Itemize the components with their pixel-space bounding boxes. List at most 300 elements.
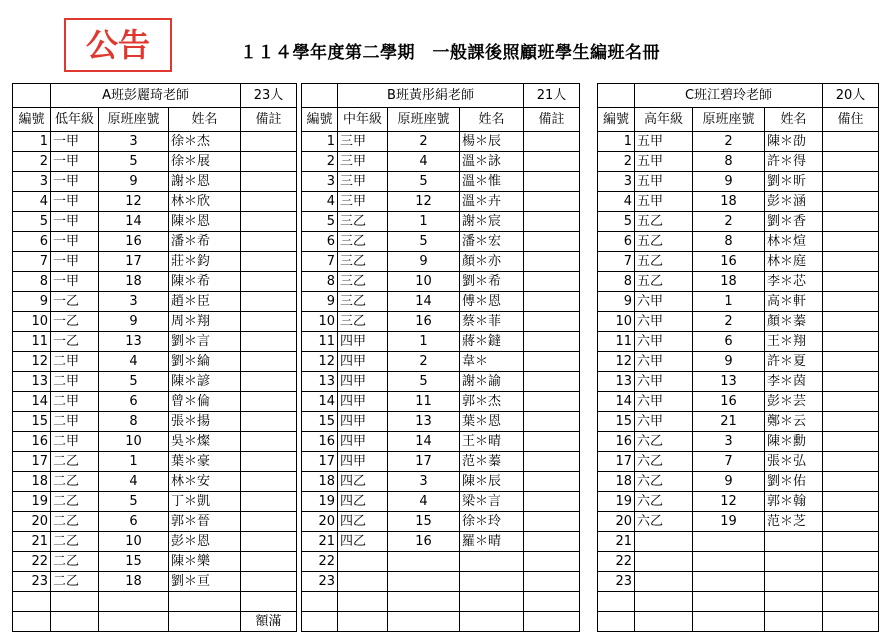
orig-seat-cell: 16 [388,312,460,332]
orig-seat-cell: 14 [388,432,460,452]
remark-cell [524,512,580,532]
orig-seat-cell [388,572,460,592]
seat-no-cell: 5 [302,212,338,232]
blank-cell [765,592,823,612]
grade-class-cell: 二乙 [51,572,99,592]
remark-cell [823,132,879,152]
orig-seat-cell: 18 [693,272,765,292]
orig-seat-cell: 2 [388,352,460,372]
grade-class-cell: 六甲 [635,332,693,352]
orig-seat-cell: 9 [693,472,765,492]
table-row [13,492,297,512]
student-name-cell: 蔣＊鐽 [460,332,524,352]
student-name-cell: 彭＊涵 [765,192,823,212]
orig-seat-cell: 16 [693,252,765,272]
column-header-student-name: 姓名 [460,108,524,132]
blank-cell [13,612,51,632]
grade-class-cell: 一甲 [51,192,99,212]
student-name-cell: 高＊軒 [765,292,823,312]
student-name-cell: 林＊煊 [765,232,823,252]
table-row [302,192,580,212]
grade-class-cell: 五乙 [635,272,693,292]
remark-cell [241,172,297,192]
blank-cell [13,592,51,612]
remark-cell [823,392,879,412]
orig-seat-cell: 13 [99,332,169,352]
grade-class-cell: 二乙 [51,472,99,492]
table-row [302,552,580,572]
blank-cell [51,612,99,632]
orig-seat-cell: 2 [693,132,765,152]
student-name-cell [460,552,524,572]
seat-no-cell: 19 [13,492,51,512]
seat-no-cell: 1 [598,132,635,152]
remark-cell [823,492,879,512]
column-header-row [302,108,580,132]
table-row [13,552,297,572]
table-row [302,152,580,172]
seat-no-cell: 15 [302,412,338,432]
roster-table-b [301,83,580,632]
seat-no-cell: 7 [598,252,635,272]
grade-class-cell [635,532,693,552]
blank-cell [635,592,693,612]
orig-seat-cell: 5 [388,172,460,192]
grade-class-cell: 二乙 [51,532,99,552]
student-name-cell: 彭＊芸 [765,392,823,412]
seat-no-cell: 20 [598,512,635,532]
column-header-orig-seat: 原班座號 [99,108,169,132]
table-row [13,532,297,552]
remark-cell [241,432,297,452]
student-name-cell: 劉＊言 [169,332,241,352]
seat-no-cell: 6 [598,232,635,252]
seat-no-cell: 17 [13,452,51,472]
table-row [598,432,879,452]
table-row [13,232,297,252]
orig-seat-cell: 17 [99,252,169,272]
orig-seat-cell: 16 [388,532,460,552]
grade-class-cell: 四甲 [338,332,388,352]
remark-cell [241,272,297,292]
student-name-cell: 劉＊昕 [765,172,823,192]
grade-class-cell: 五乙 [635,232,693,252]
table-row [598,552,879,572]
orig-seat-cell [693,552,765,572]
blank-cell [99,592,169,612]
seat-no-cell: 7 [302,252,338,272]
table-row [302,212,580,232]
orig-seat-cell: 21 [693,412,765,432]
remark-cell [241,132,297,152]
table-row [302,272,580,292]
orig-seat-cell: 5 [388,372,460,392]
table-row [13,272,297,292]
table-row [598,472,879,492]
seat-no-cell: 13 [13,372,51,392]
seat-no-cell: 6 [302,232,338,252]
grade-class-cell: 六甲 [635,392,693,412]
student-name-cell: 林＊欣 [169,192,241,212]
column-header-student-name: 姓名 [765,108,823,132]
student-name-cell: 劉＊希 [460,272,524,292]
student-name-cell: 梁＊言 [460,492,524,512]
student-name-cell: 李＊茵 [765,372,823,392]
seat-no-cell: 18 [13,472,51,492]
student-name-cell: 潘＊宏 [460,232,524,252]
student-name-cell [765,572,823,592]
table-row [13,472,297,492]
remark-cell [524,252,580,272]
seat-no-cell: 16 [598,432,635,452]
orig-seat-cell: 5 [99,372,169,392]
remark-cell [241,572,297,592]
remark-cell [823,552,879,572]
blank-row [13,592,297,612]
seat-no-cell: 16 [13,432,51,452]
remark-cell [241,412,297,432]
remark-cell [241,252,297,272]
grade-class-cell: 二甲 [51,432,99,452]
student-name-cell: 陳＊勳 [765,432,823,452]
student-name-cell: 陳＊劭 [765,132,823,152]
table-row [598,452,879,472]
orig-seat-cell: 3 [99,292,169,312]
student-name-cell: 許＊得 [765,152,823,172]
remark-cell [524,492,580,512]
column-header-row [13,108,297,132]
grade-class-cell: 一甲 [51,152,99,172]
grade-class-cell: 一甲 [51,252,99,272]
orig-seat-cell: 4 [99,472,169,492]
blank-cell [338,612,388,632]
column-header-student-name: 姓名 [169,108,241,132]
orig-seat-cell: 10 [99,432,169,452]
grade-class-cell: 二乙 [51,452,99,472]
seat-no-cell: 13 [598,372,635,392]
seat-no-cell: 4 [598,192,635,212]
student-name-cell: 郭＊翰 [765,492,823,512]
grade-class-cell: 四甲 [338,392,388,412]
teacher-header-row [13,84,297,108]
orig-seat-cell: 2 [693,212,765,232]
seat-no-cell: 5 [598,212,635,232]
orig-seat-cell: 9 [693,352,765,372]
student-name-cell: 徐＊展 [169,152,241,172]
footer-row [13,612,297,632]
seat-no-cell: 19 [302,492,338,512]
seat-no-cell: 7 [13,252,51,272]
grade-class-cell: 三乙 [338,312,388,332]
grade-class-cell: 五乙 [635,212,693,232]
remark-cell [823,352,879,372]
blank-cell [524,592,580,612]
orig-seat-cell: 8 [693,152,765,172]
remark-cell [823,312,879,332]
student-name-cell: 劉＊綸 [169,352,241,372]
seat-no-cell: 8 [598,272,635,292]
table-row [13,152,297,172]
blank-cell [99,612,169,632]
orig-seat-cell: 1 [388,212,460,232]
seat-no-cell: 10 [302,312,338,332]
blank-cell [169,592,241,612]
remark-cell [241,492,297,512]
student-name-cell: 徐＊杰 [169,132,241,152]
seat-no-cell: 2 [13,152,51,172]
blank-cell [302,612,338,632]
orig-seat-cell: 10 [388,272,460,292]
student-name-cell: 葉＊恩 [460,412,524,432]
student-name-cell: 郭＊杰 [460,392,524,412]
student-name-cell: 溫＊詠 [460,152,524,172]
student-name-cell: 王＊晴 [460,432,524,452]
student-name-cell: 林＊庭 [765,252,823,272]
blank-row [598,592,879,612]
orig-seat-cell: 8 [99,412,169,432]
student-name-cell: 葉＊豪 [169,452,241,472]
column-header-grade-class: 中年級 [338,108,388,132]
seat-no-cell: 6 [13,232,51,252]
grade-class-cell: 四甲 [338,412,388,432]
blank-cell [823,592,879,612]
footer-note [524,612,580,632]
grade-class-cell: 二甲 [51,392,99,412]
grade-class-cell: 三甲 [338,192,388,212]
footer-note: 額滿 [241,612,297,632]
seat-no-cell: 10 [13,312,51,332]
table-row [302,352,580,372]
grade-class-cell: 四乙 [338,472,388,492]
blank-cell [302,592,338,612]
table-row [598,152,879,172]
table-row [302,532,580,552]
orig-seat-cell: 14 [99,212,169,232]
seat-no-cell: 1 [302,132,338,152]
remark-cell [241,532,297,552]
grade-class-cell: 六甲 [635,412,693,432]
remark-cell [241,392,297,412]
header-blank-cell [302,84,338,108]
grade-class-cell: 一甲 [51,172,99,192]
remark-cell [524,332,580,352]
grade-class-cell: 六乙 [635,452,693,472]
student-count: 23人 [241,84,297,108]
table-row [13,372,297,392]
student-name-cell: 張＊揚 [169,412,241,432]
seat-no-cell: 18 [302,472,338,492]
seat-no-cell: 8 [13,272,51,292]
remark-cell [823,332,879,352]
seat-no-cell: 23 [302,572,338,592]
grade-class-cell: 三甲 [338,152,388,172]
student-count: 20人 [823,84,879,108]
seat-no-cell: 18 [598,472,635,492]
orig-seat-cell: 18 [693,192,765,212]
remark-cell [241,552,297,572]
remark-cell [823,252,879,272]
student-name-cell: 丁＊凱 [169,492,241,512]
student-name-cell: 劉＊佑 [765,472,823,492]
table-row [598,232,879,252]
seat-no-cell: 21 [598,532,635,552]
seat-no-cell: 3 [598,172,635,192]
remark-cell [524,572,580,592]
grade-class-cell: 一甲 [51,232,99,252]
grade-class-cell: 一甲 [51,272,99,292]
table-row [13,432,297,452]
grade-class-cell: 三甲 [338,132,388,152]
seat-no-cell: 12 [598,352,635,372]
seat-no-cell: 9 [302,292,338,312]
column-header-row [598,108,879,132]
remark-cell [823,452,879,472]
orig-seat-cell: 8 [693,232,765,252]
column-header-seat-no: 編號 [302,108,338,132]
grade-class-cell: 一乙 [51,292,99,312]
student-name-cell: 潘＊希 [169,232,241,252]
column-header-orig-seat: 原班座號 [388,108,460,132]
table-row [13,352,297,372]
student-name-cell: 吳＊燦 [169,432,241,452]
remark-cell [241,192,297,212]
seat-no-cell: 14 [598,392,635,412]
remark-cell [524,292,580,312]
remark-cell [524,212,580,232]
seat-no-cell: 4 [302,192,338,212]
student-name-cell: 傅＊恩 [460,292,524,312]
orig-seat-cell: 9 [388,252,460,272]
remark-cell [823,472,879,492]
remark-cell [524,272,580,292]
table-row [302,292,580,312]
grade-class-cell: 六乙 [635,492,693,512]
orig-seat-cell [693,572,765,592]
orig-seat-cell: 6 [99,392,169,412]
orig-seat-cell: 15 [388,512,460,532]
student-name-cell: 羅＊晴 [460,532,524,552]
remark-cell [524,432,580,452]
table-row [598,212,879,232]
remark-cell [524,152,580,172]
blank-cell [388,612,460,632]
teacher-header-row [302,84,580,108]
student-name-cell: 徐＊玲 [460,512,524,532]
seat-no-cell: 1 [13,132,51,152]
student-name-cell: 顏＊蓁 [765,312,823,332]
grade-class-cell: 五乙 [635,252,693,272]
blank-cell [460,592,524,612]
seat-no-cell: 22 [302,552,338,572]
grade-class-cell: 六甲 [635,352,693,372]
seat-no-cell: 9 [13,292,51,312]
blank-cell [693,592,765,612]
seat-no-cell: 17 [302,452,338,472]
orig-seat-cell: 12 [99,192,169,212]
table-row [598,572,879,592]
remark-cell [524,472,580,492]
grade-class-cell: 四乙 [338,492,388,512]
student-name-cell: 溫＊卉 [460,192,524,212]
student-name-cell: 劉＊亘 [169,572,241,592]
remark-cell [241,512,297,532]
orig-seat-cell: 12 [693,492,765,512]
table-row [598,512,879,532]
remark-cell [823,372,879,392]
teacher-name: A班彭麗琦老師 [51,84,241,108]
column-header-orig-seat: 原班座號 [693,108,765,132]
grade-class-cell: 二甲 [51,372,99,392]
table-row [302,312,580,332]
student-name-cell: 郭＊晉 [169,512,241,532]
student-name-cell: 王＊翔 [765,332,823,352]
seat-no-cell: 12 [13,352,51,372]
orig-seat-cell: 2 [693,312,765,332]
remark-cell [524,452,580,472]
orig-seat-cell: 5 [99,492,169,512]
table-row [598,192,879,212]
remark-cell [823,212,879,232]
student-name-cell: 溫＊惟 [460,172,524,192]
student-name-cell: 謝＊宸 [460,212,524,232]
seat-no-cell: 2 [598,152,635,172]
seat-no-cell: 11 [302,332,338,352]
table-row [302,412,580,432]
grade-class-cell: 六乙 [635,432,693,452]
grade-class-cell: 一甲 [51,212,99,232]
grade-class-cell [338,572,388,592]
header-blank-cell [598,84,635,108]
grade-class-cell: 三乙 [338,272,388,292]
orig-seat-cell: 3 [99,132,169,152]
orig-seat-cell: 4 [388,492,460,512]
table-row [13,172,297,192]
table-row [302,432,580,452]
table-row [598,412,879,432]
student-name-cell: 韋＊ [460,352,524,372]
orig-seat-cell [388,552,460,572]
table-row [598,392,879,412]
grade-class-cell [635,572,693,592]
table-row [302,472,580,492]
seat-no-cell: 15 [13,412,51,432]
grade-class-cell: 一甲 [51,132,99,152]
orig-seat-cell: 3 [388,472,460,492]
orig-seat-cell [693,532,765,552]
orig-seat-cell: 14 [388,292,460,312]
student-count: 21人 [524,84,580,108]
grade-class-cell [338,552,388,572]
orig-seat-cell: 5 [99,152,169,172]
seat-no-cell: 2 [302,152,338,172]
remark-cell [823,512,879,532]
seat-no-cell: 21 [302,532,338,552]
table-row [598,352,879,372]
orig-seat-cell: 1 [693,292,765,312]
table-row [598,332,879,352]
orig-seat-cell: 19 [693,512,765,532]
table-row [13,192,297,212]
grade-class-cell: 四乙 [338,512,388,532]
grade-class-cell: 六乙 [635,512,693,532]
table-row [302,372,580,392]
remark-cell [241,212,297,232]
table-row [13,132,297,152]
remark-cell [524,552,580,572]
table-row [302,132,580,152]
column-header-remark: 備註 [524,108,580,132]
table-row [598,252,879,272]
